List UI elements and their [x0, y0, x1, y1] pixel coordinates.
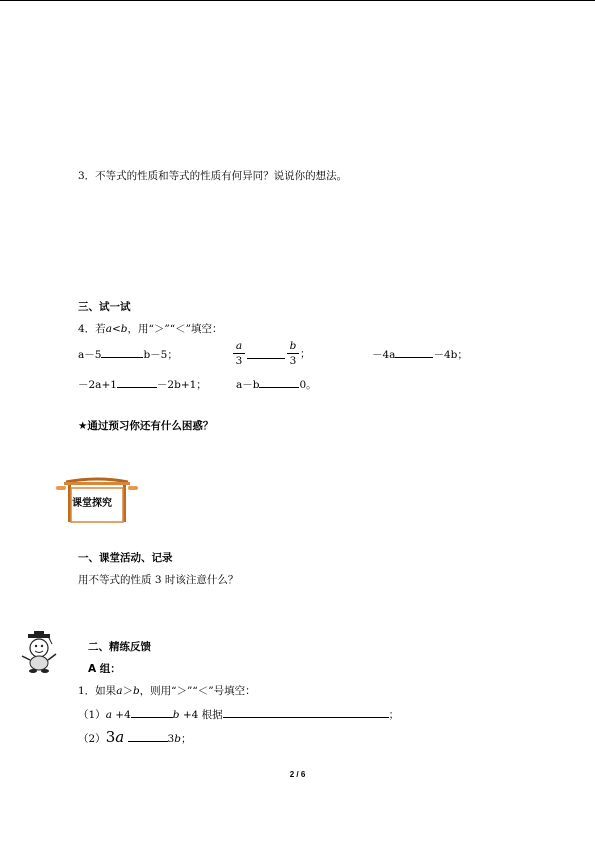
answer-blank[interactable] [117, 377, 157, 388]
answer-blank[interactable] [247, 348, 285, 359]
frac-numerator: a [235, 340, 243, 352]
expr-right: －4b； [433, 349, 468, 361]
var-b: b [174, 733, 181, 745]
plus-4-reason: +4 根据 [179, 709, 223, 721]
answer-blank[interactable] [101, 347, 143, 358]
frac-bar [233, 353, 245, 354]
expr-a-minus-b [236, 377, 317, 392]
coef-3: 3 [105, 728, 116, 746]
group-a-label: A 组： [88, 663, 121, 675]
ex1-rest: ，则用“＞”“＜”号填空： [139, 685, 256, 697]
expr-right: 0。 [299, 379, 317, 391]
section-3-heading: 三、试一试 [78, 301, 131, 313]
expr-right: －2b+1； [156, 379, 207, 391]
expr-right: b－5； [143, 349, 178, 361]
top-border-line [0, 0, 595, 1]
exercise-1-part-2 [78, 730, 191, 746]
q4-prompt-rest: ，用“＞”“＜”填空： [127, 323, 223, 335]
part-end: ； [180, 733, 192, 745]
q4-var-a: a [105, 323, 112, 335]
coef-3: 3 [167, 733, 175, 745]
expr-left: －4a [372, 349, 396, 361]
q4-lt-sign: < [111, 323, 121, 335]
exercise-1-part-1 [78, 707, 399, 722]
var-b: b [172, 709, 180, 721]
answer-blank[interactable] [259, 377, 299, 388]
banner-label: 课堂探究 [72, 498, 112, 509]
frac-numerator: b [289, 340, 297, 352]
exercise-1-prompt [78, 684, 256, 698]
part-number: （2） [78, 733, 106, 745]
q4-var-b: b [120, 323, 128, 335]
student-cartoon-icon [18, 630, 62, 674]
answer-blank[interactable] [128, 731, 168, 742]
page-number: 2 / 6 [289, 770, 306, 779]
fraction-end: ； [300, 348, 311, 360]
question-3: 3．不等式的性质和等式的性质有何异同？说说你的想法。 [78, 170, 348, 182]
expr-a-minus-5 [78, 347, 178, 362]
fraction-a-over-3 [233, 340, 245, 367]
reason-blank[interactable] [223, 707, 389, 718]
ex1-var-b: b [132, 685, 140, 697]
part-end: ； [388, 709, 400, 721]
frac-denominator: 3 [235, 355, 243, 367]
answer-blank[interactable] [395, 347, 433, 358]
ex1-gt-sign: ＞ [122, 685, 133, 697]
part-number: （1） [78, 709, 106, 721]
expr-left: a－5 [78, 349, 102, 361]
expr-neg-2a-plus-1 [78, 377, 207, 392]
confusion-prompt: ★通过预习你还有什么困惑？ [78, 420, 214, 432]
var-a: a [105, 709, 112, 721]
expr-left: a－b [236, 379, 260, 391]
frac-denominator: 3 [289, 355, 297, 367]
section-1-heading: 一、课堂活动、记录 [78, 552, 173, 564]
plus-4: +4 [111, 709, 131, 721]
answer-blank[interactable] [131, 707, 173, 718]
section-2-heading: 二、精练反馈 [88, 641, 151, 653]
question-4-prompt [78, 322, 222, 336]
fraction-b-over-3 [287, 340, 299, 367]
ex1-prefix: 1．如果 [78, 685, 117, 697]
expr-neg-4a [372, 347, 468, 362]
q4-prompt-prefix: 4．若 [78, 323, 106, 335]
section-1-question: 用不等式的性质 3 时该注意什么？ [78, 574, 239, 586]
frac-bar [287, 353, 299, 354]
var-a: a [115, 728, 125, 746]
ex1-var-a: a [116, 685, 123, 697]
expr-left: －2a+1 [78, 379, 117, 391]
